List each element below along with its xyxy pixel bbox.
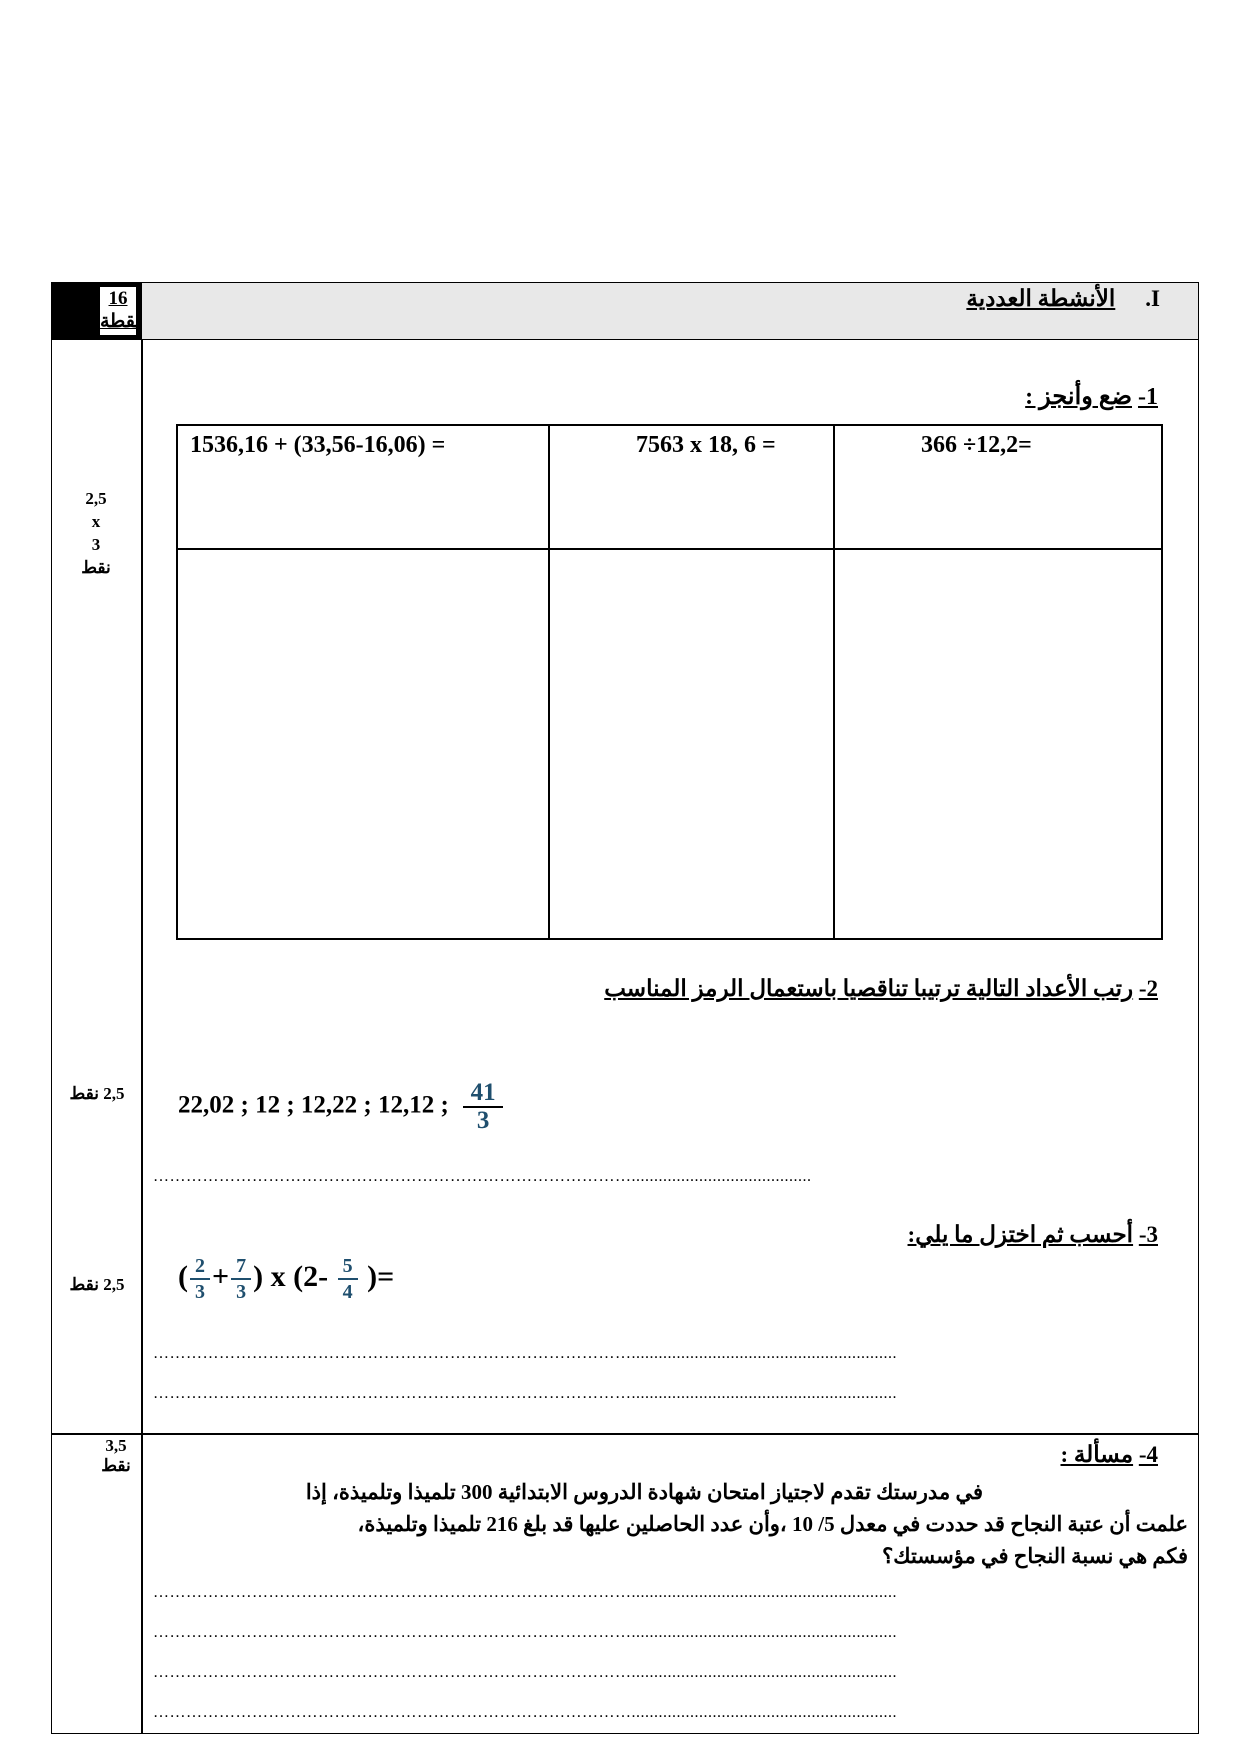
q2-heading xyxy=(604,976,1158,1002)
q4-answer-line-1[interactable]: ……………………………………………………………………………........................................................... xyxy=(153,1584,897,1601)
q2-answer-line[interactable]: ……………………………………………………………………………........................................ xyxy=(153,1168,812,1185)
points-column-divider xyxy=(141,282,143,1734)
q1-heading xyxy=(1025,382,1158,411)
answer-cell[interactable] xyxy=(834,549,1162,939)
q3-heading xyxy=(908,1222,1158,1248)
q4-label: 4- xyxy=(1138,1442,1158,1467)
q4-points: 3,5 نقط xyxy=(101,1436,131,1475)
operation-cell xyxy=(834,425,1162,549)
q2-points: 2,5 نقط xyxy=(69,1084,125,1103)
q4-text: مسألة : xyxy=(1060,1442,1134,1467)
q1-text: ضع وأنجز : xyxy=(1025,384,1132,410)
operations-table xyxy=(176,424,1163,940)
q1-points: 2,5 x 3 نقط xyxy=(81,489,111,577)
fraction-7-3: $\frac{7}{3}$ xyxy=(231,1254,251,1304)
q2-label: 2- xyxy=(1138,976,1158,1001)
q3-answer-line-1[interactable]: ……………………………………………………………………………........................................................... xyxy=(153,1345,897,1362)
numbers-to-order xyxy=(178,1080,505,1134)
operation-division: 366 ÷12,2= xyxy=(921,432,1032,458)
answer-cell[interactable] xyxy=(549,549,834,939)
answer-cell[interactable] xyxy=(177,549,549,939)
q3-text: أحسب ثم اختزل ما يلي: xyxy=(907,1222,1134,1247)
section-title-text: الأنشطة العددية xyxy=(966,286,1116,311)
expression-to-compute: ( $\frac{2}{3}$ + $\frac{7}{3}$ ) x (2- $\frac{5}{4}$ )= xyxy=(178,1255,395,1303)
fraction-denominator: 3 xyxy=(476,1107,490,1134)
q3-points: 2,5 نقط xyxy=(69,1275,125,1294)
problem-line-1: في مدرستك تقدم لاجتياز امتحان شهادة الدروس الابتدائية 300 تلميذا وتلميذة، إذا xyxy=(305,1480,983,1504)
score-unit: نقطة xyxy=(100,311,141,332)
fraction-2-3: $\frac{2}{3}$ xyxy=(190,1254,210,1304)
problem-line-2: علمت أن عتبة النجاح قد حددت في معدل 5/ 10 ،وأن عدد الحاصلين عليها قد بلغ 216 تلميذا وتلميذة، xyxy=(357,1512,1188,1536)
operation-addition: 1536,16 + (33,56-16,06) = xyxy=(190,432,446,458)
operation-cell xyxy=(549,425,834,549)
operation-cell xyxy=(177,425,549,549)
q4-answer-line-2[interactable]: ……………………………………………………………………………........................................................... xyxy=(153,1624,897,1641)
score-label xyxy=(100,287,141,335)
q4-answer-line-3[interactable]: ……………………………………………………………………………........................................................... xyxy=(153,1664,897,1681)
q1-label: 1- xyxy=(1138,384,1158,410)
operation-multiplication: 7563 x 18, 6 = xyxy=(636,432,776,458)
section-title xyxy=(966,286,1160,312)
q3-answer-line-2[interactable]: ……………………………………………………………………………........................................................... xyxy=(153,1385,897,1402)
fraction-numerator: 41 xyxy=(463,1080,503,1108)
problem-divider xyxy=(52,1433,1198,1435)
q4-heading xyxy=(1060,1442,1158,1468)
fraction-5-4: $\frac{5}{4}$ xyxy=(338,1254,358,1304)
numbers-list: 22,02 ; 12 ; 12,22 ; 12,12 ; xyxy=(178,1091,449,1119)
fraction-41-3 xyxy=(463,1080,503,1134)
q2-text: رتب الأعداد التالية ترتيبا تناقصيا باستعمال الرمز المناسب xyxy=(604,976,1134,1001)
q4-answer-line-4[interactable]: ……………………………………………………………………………........................................................... xyxy=(153,1704,897,1721)
q3-label: 3- xyxy=(1138,1222,1158,1247)
score-value: 16 xyxy=(108,288,128,309)
section-number: I. xyxy=(1145,286,1160,311)
problem-line-3: فكم هي نسبة النجاح في مؤسستك؟ xyxy=(882,1544,1188,1568)
problem-statement xyxy=(178,1476,1188,1572)
